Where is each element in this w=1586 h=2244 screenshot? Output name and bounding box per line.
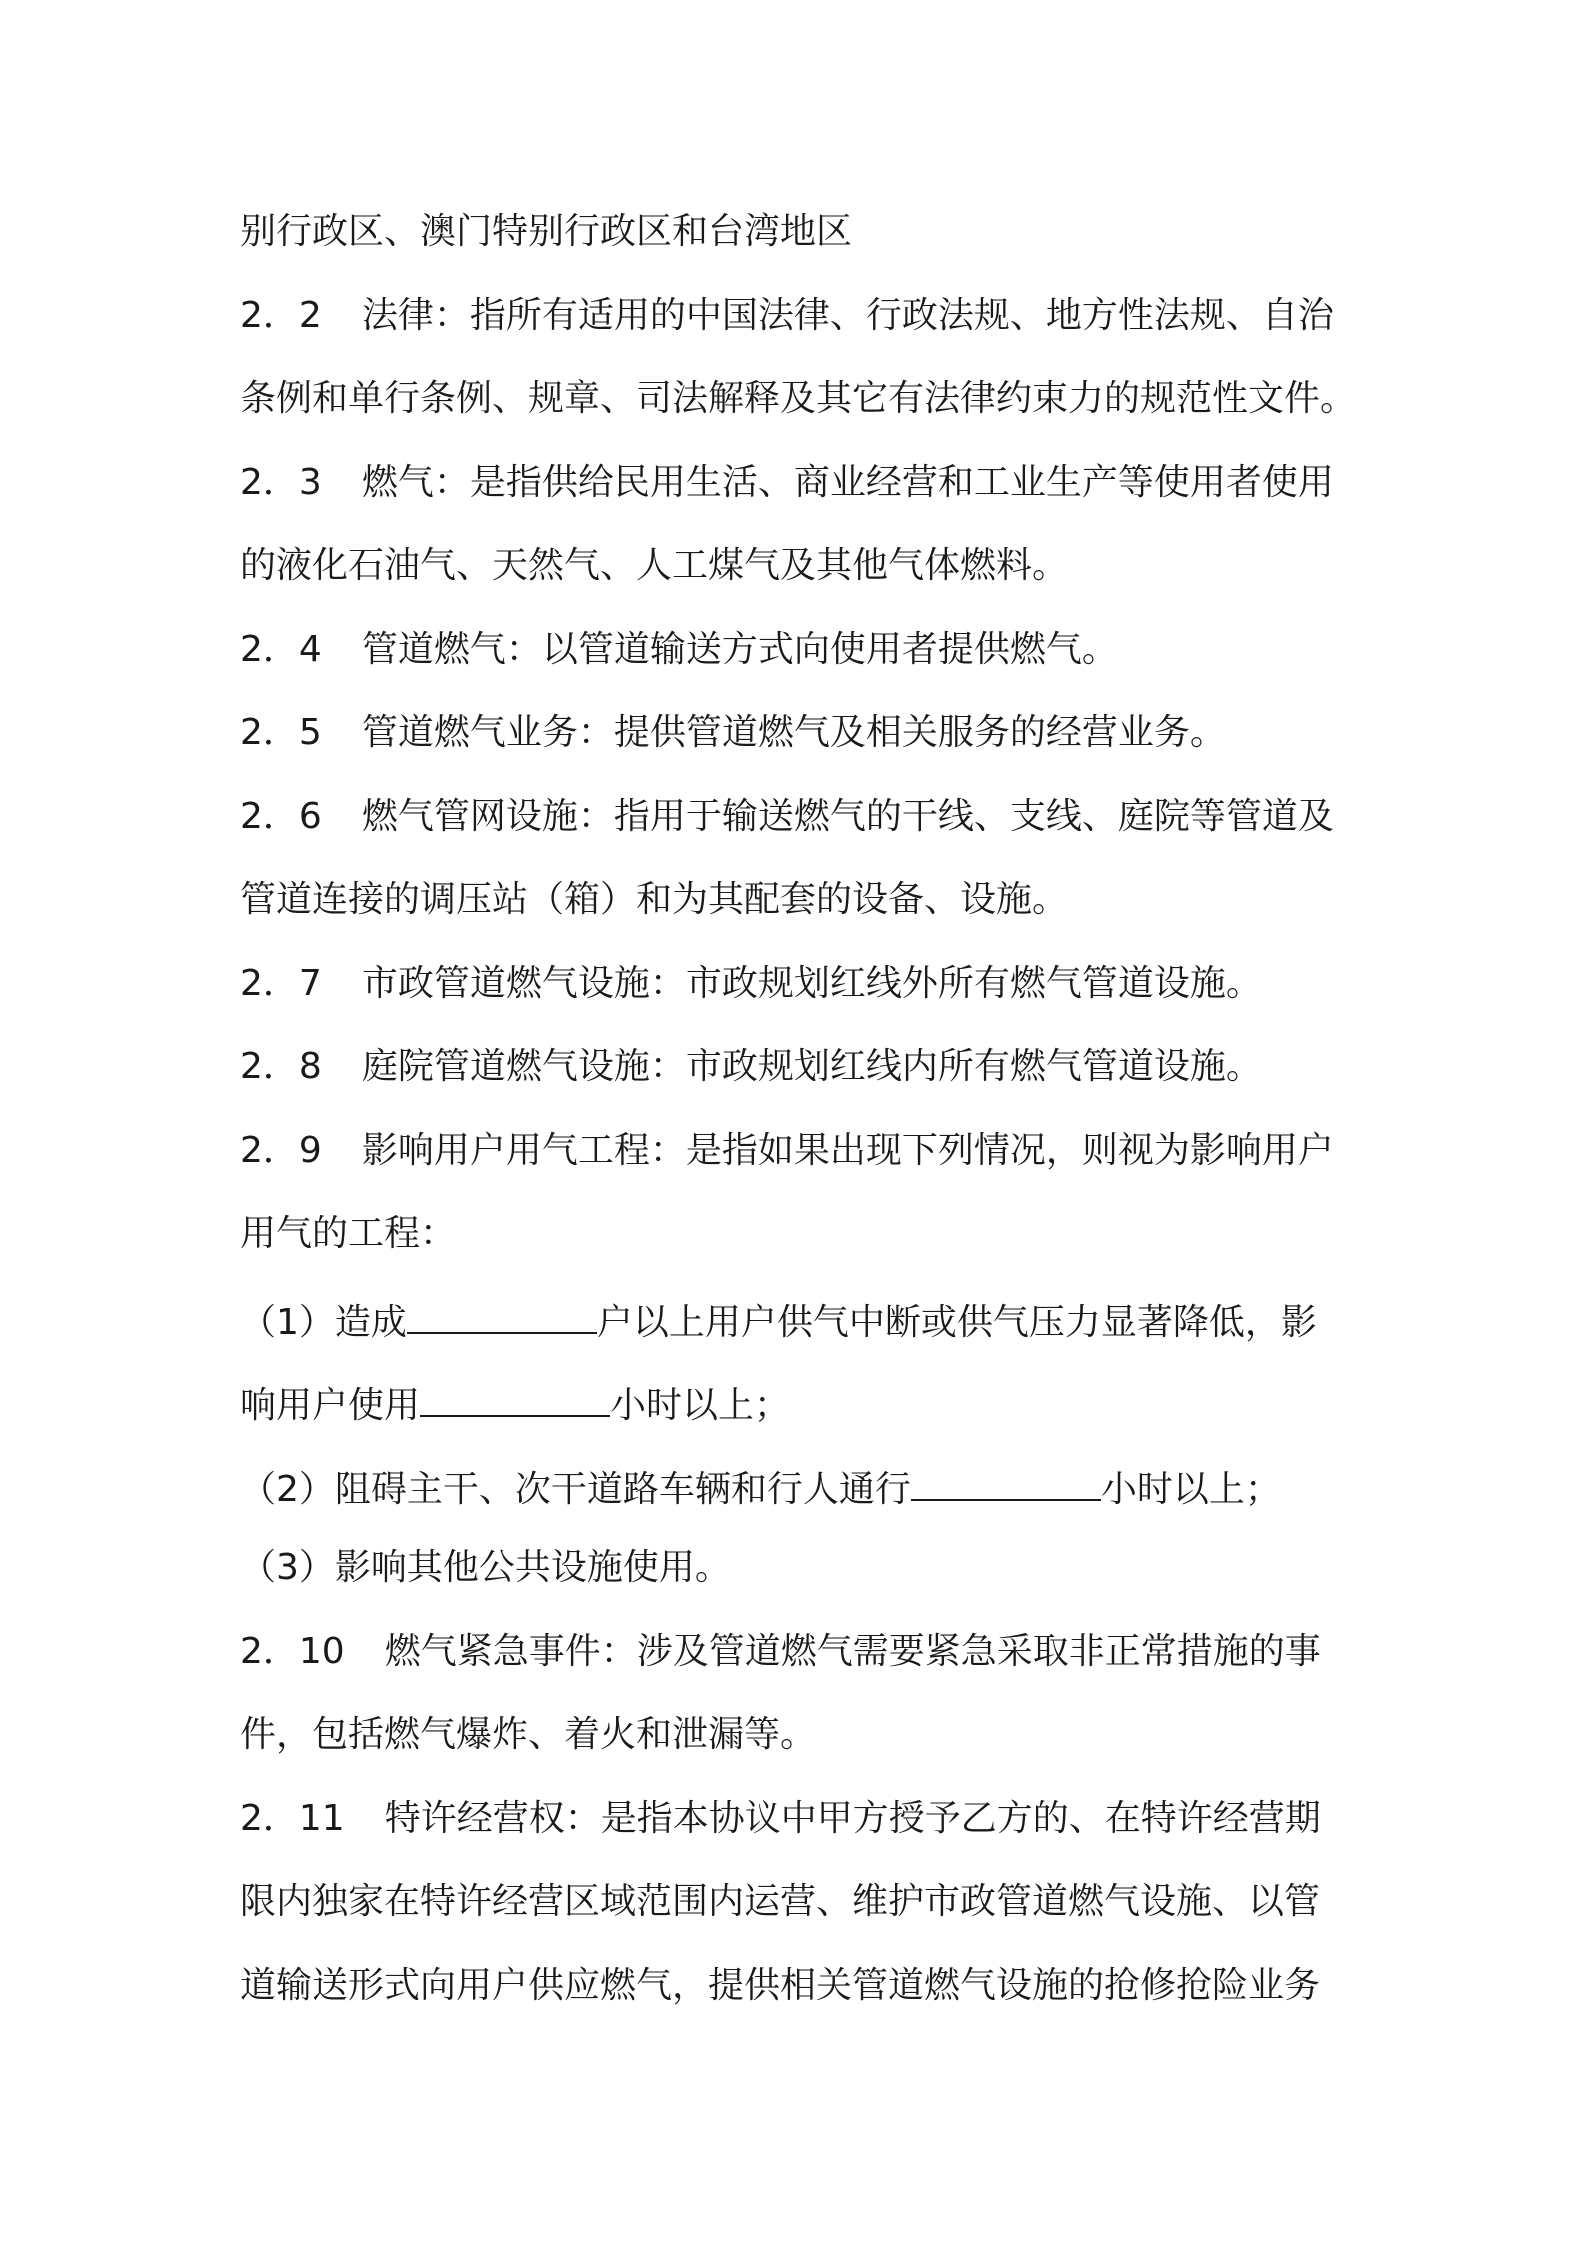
text-line [240,196,1360,280]
clause-text: 户以上用户供气中断或供气压力显著降低，影 [596,1301,1317,1343]
fill-in-blank [911,1449,1101,1501]
clause-text: 燃气：是指供给民用生活、商业经营和工业生产等使用者使用 [361,461,1334,503]
clause-number: 2．9 [240,1129,322,1171]
text-line [240,530,1360,614]
clause-number: 2．8 [240,1046,322,1087]
clause-text: 条例和单行条例、规章、司法解释及其它有法律约束力的规范性文件。 [240,378,1357,419]
text-line [240,447,1360,531]
clause-text: 管道燃气：以管道输送方式向使用者提供燃气。 [361,628,1118,670]
text-line [240,1699,1360,1783]
clause-text: （3）影响其他公共设施使用。 [240,1547,731,1588]
text-line [240,864,1360,948]
clause-number: 2．4 [240,628,322,670]
clause-text: 市政管道燃气设施：市政规划红线外所有燃气管道设施。 [361,962,1262,1004]
clause-number: 2．5 [240,712,322,753]
text-line [240,363,1360,447]
text-line [240,1115,1360,1199]
text-line [240,1950,1360,2034]
clause-text: 的液化石油气、天然气、人工煤气及其他气体燃料。 [240,545,1069,586]
clause-number: 2．3 [240,461,322,503]
text-line [240,948,1360,1032]
clause-text: （2）阻碍主干、次干道路车辆和行人通行 [240,1468,911,1510]
clause-text: 小时以上； [1100,1468,1281,1510]
clause-text: 法律：指所有适用的中国法律、行政法规、地方性法规、自治 [361,294,1334,336]
text-line [240,280,1360,364]
text-line [240,1365,1360,1449]
clause-text: 庭院管道燃气设施：市政规划红线内所有燃气管道设施。 [361,1046,1262,1087]
clause-text: 特许经营权：是指本协议中甲方授予乙方的、在特许经营期 [384,1797,1321,1839]
clause-text: 别行政区、澳门特别行政区和台湾地区 [240,211,853,252]
text-line [240,1031,1360,1115]
clause-text: 小时以上； [610,1385,791,1426]
text-line [240,1449,1360,1533]
clause-number: 2．6 [240,795,322,837]
text-line [240,1198,1360,1282]
text-line [240,697,1360,781]
clause-text: 件，包括燃气爆炸、着火和泄漏等。 [240,1714,817,1755]
clause-text: （1）造成 [240,1301,407,1343]
clause-number: 2．11 [240,1797,345,1839]
clause-text: 道输送形式向用户供应燃气，提供相关管道燃气设施的抢修抢险业务 [240,1964,1321,2006]
clause-text: 燃气紧急事件：涉及管道燃气需要紧急采取非正常措施的事 [384,1630,1321,1672]
fill-in-blank [407,1282,597,1334]
text-line [240,1532,1360,1616]
clause-number: 2．10 [240,1630,345,1672]
clause-text: 燃气管网设施：指用于输送燃气的干线、支线、庭院等管道及 [361,795,1334,837]
text-line [240,1282,1360,1366]
text-line [240,781,1360,865]
clause-text: 影响用户用气工程：是指如果出现下列情况，则视为影响用户 [361,1129,1334,1171]
clause-text: 用气的工程： [240,1213,457,1254]
document-body [240,196,1360,2033]
clause-text: 限内独家在特许经营区域范围内运营、维护市政管道燃气设施、以管 [240,1881,1321,1922]
clause-text: 管道连接的调压站（箱）和为其配套的设备、设施。 [240,879,1069,920]
clause-text: 响用户使用 [240,1385,421,1426]
clause-text: 管道燃气业务：提供管道燃气及相关服务的经营业务。 [361,712,1226,753]
text-line [240,1616,1360,1700]
text-line [240,1866,1360,1950]
text-line [240,1783,1360,1867]
text-line [240,614,1360,698]
fill-in-blank [420,1365,610,1417]
clause-number: 2．7 [240,962,322,1004]
clause-number: 2．2 [240,294,322,336]
